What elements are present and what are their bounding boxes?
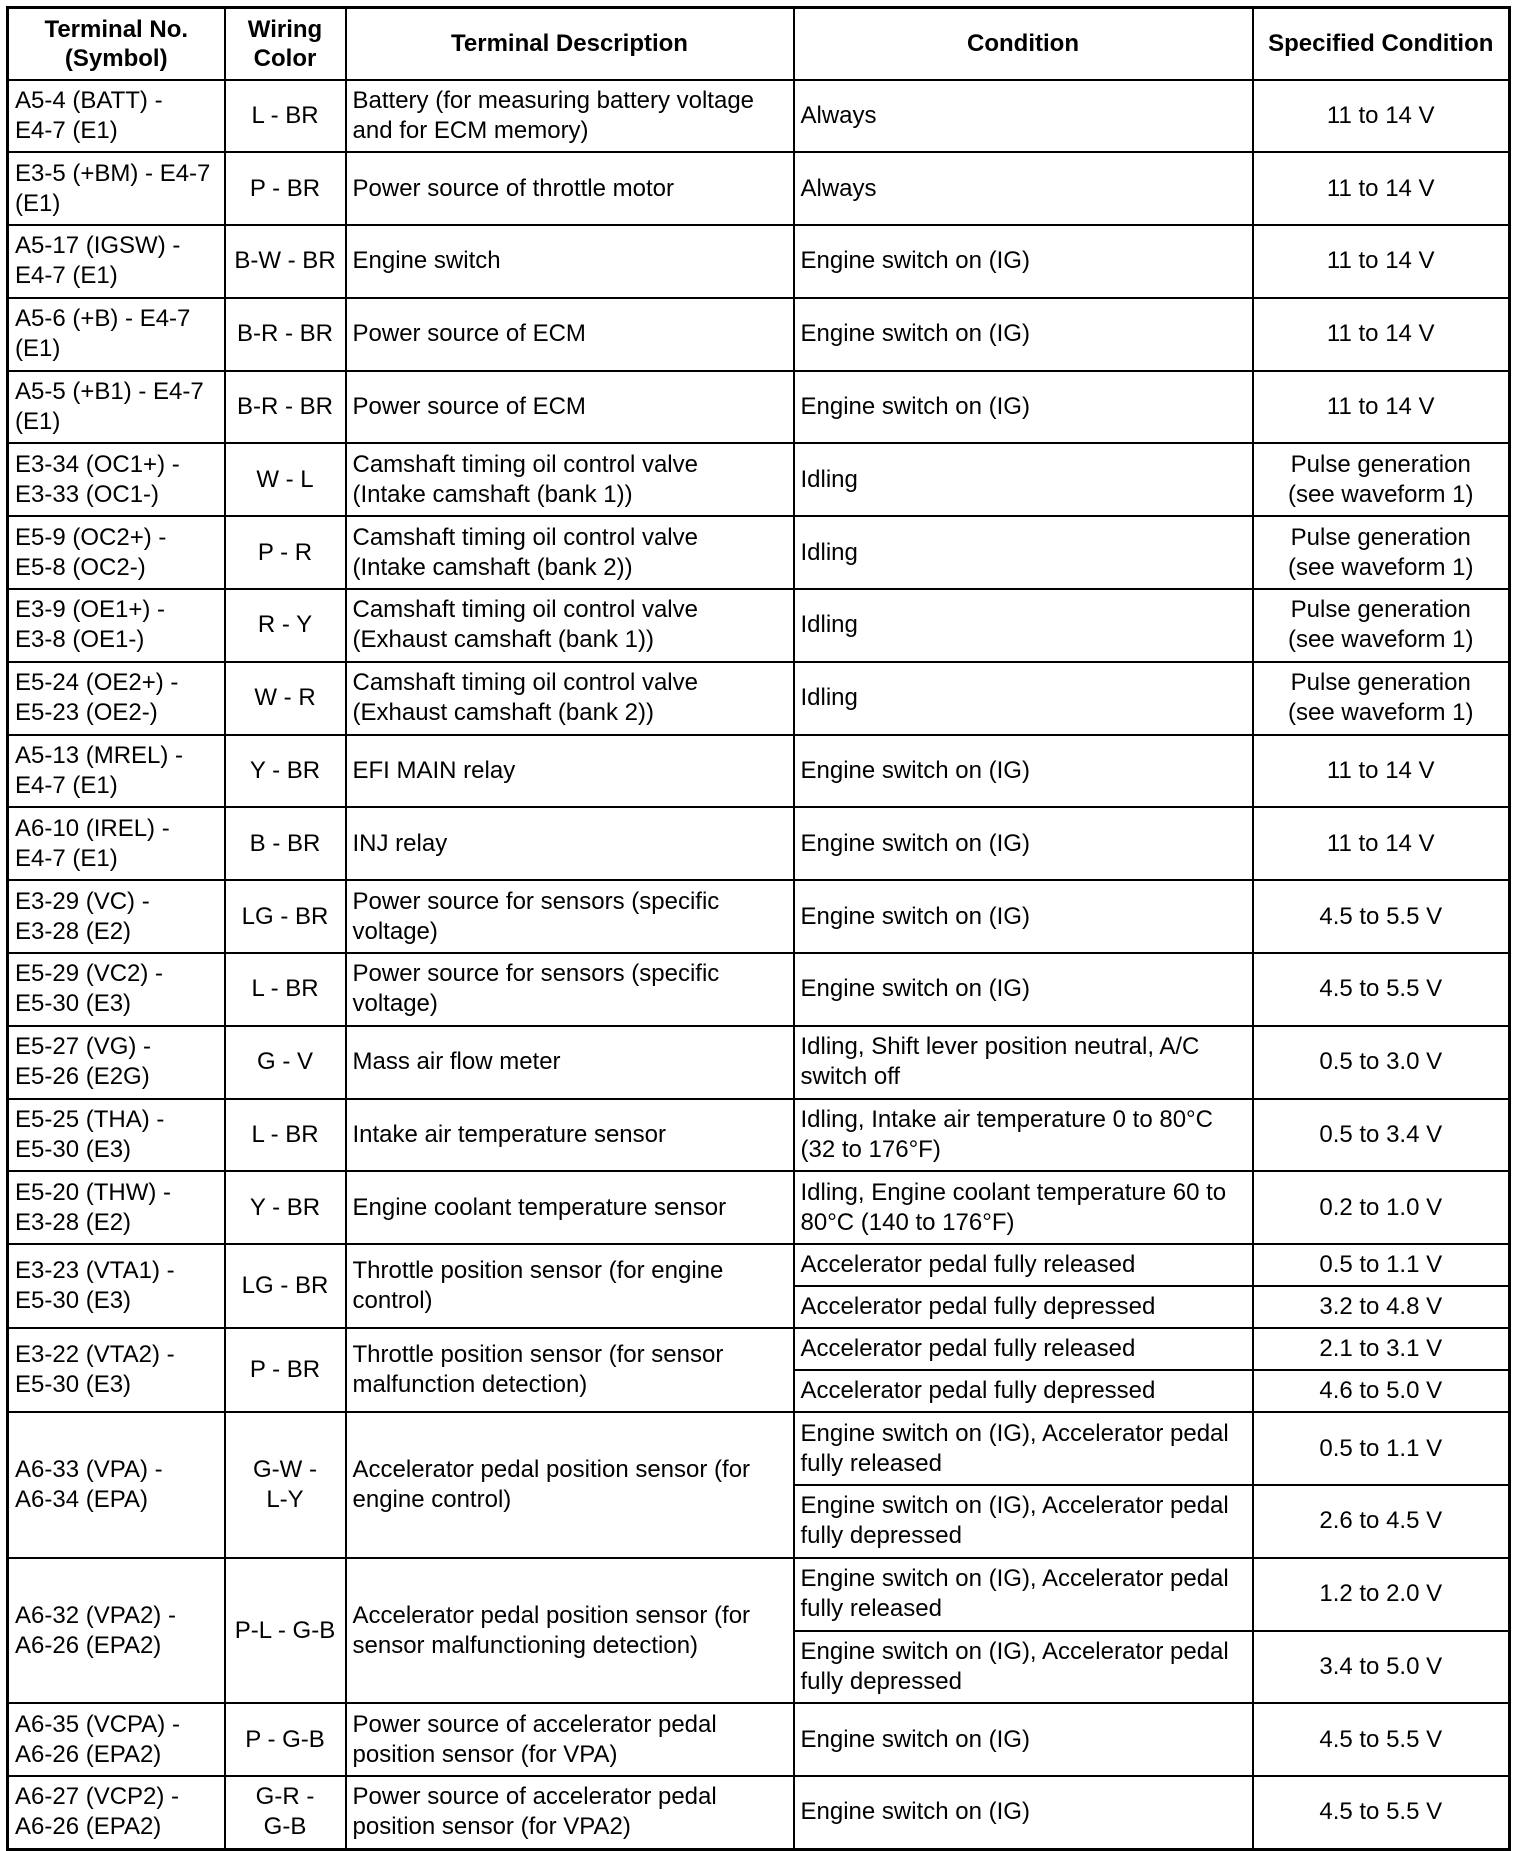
header-specified-condition: Specified Condition — [1253, 8, 1510, 80]
description-cell: Power source for sensors (specific voltage) — [346, 953, 794, 1026]
terminal-cell: A5-4 (BATT) - E4-7 (E1) — [8, 80, 225, 153]
condition-cell: Idling — [794, 443, 1253, 516]
table-row — [8, 1703, 1510, 1776]
terminal-cell: A5-17 (IGSW) - E4-7 (E1) — [8, 225, 225, 298]
table-row — [8, 1244, 1510, 1286]
condition-cell: Engine switch on (IG) — [794, 807, 1253, 880]
terminal-cell: A6-33 (VPA) - A6-34 (EPA) — [8, 1412, 225, 1558]
table-row — [8, 735, 1510, 808]
wiring-color-cell: Y - BR — [225, 1171, 346, 1244]
description-cell: Battery (for measuring battery voltage and for ECM memory) — [346, 80, 794, 153]
specified-condition-cell: 11 to 14 V — [1253, 735, 1510, 808]
header-row — [8, 8, 1510, 80]
wiring-color-cell: L - BR — [225, 80, 346, 153]
condition-cell: Idling, Engine coolant temperature 60 to 80°C (140 to 176°F) — [794, 1171, 1253, 1244]
condition-cell: Engine switch on (IG) — [794, 1776, 1253, 1849]
table-row — [8, 1412, 1510, 1485]
description-cell: Power source of ECM — [346, 371, 794, 444]
description-cell: Camshaft timing oil control valve (Exhaust camshaft (bank 2)) — [346, 662, 794, 735]
condition-cell: Engine switch on (IG) — [794, 735, 1253, 808]
header-condition: Condition — [794, 8, 1253, 80]
description-cell: EFI MAIN relay — [346, 735, 794, 808]
description-cell: Camshaft timing oil control valve (Intake camshaft (bank 1)) — [346, 443, 794, 516]
specified-condition-cell: 3.4 to 5.0 V — [1253, 1631, 1510, 1704]
specified-condition-cell: 4.5 to 5.5 V — [1253, 880, 1510, 953]
specified-condition-cell: 11 to 14 V — [1253, 298, 1510, 371]
specified-condition-cell: 1.2 to 2.0 V — [1253, 1558, 1510, 1631]
table-row — [8, 1328, 1510, 1370]
specified-condition-cell: Pulse generation (see waveform 1) — [1253, 589, 1510, 662]
specified-condition-cell: 0.5 to 3.0 V — [1253, 1026, 1510, 1099]
terminal-cell: A5-13 (MREL) - E4-7 (E1) — [8, 735, 225, 808]
wiring-color-cell: P-L - G-B — [225, 1558, 346, 1704]
description-cell: Power source of throttle motor — [346, 152, 794, 225]
specified-condition-cell: 2.6 to 4.5 V — [1253, 1485, 1510, 1558]
table-row — [8, 1026, 1510, 1099]
terminal-cell: A5-6 (+B) - E4-7 (E1) — [8, 298, 225, 371]
specified-condition-cell: Pulse generation (see waveform 1) — [1253, 662, 1510, 735]
specified-condition-cell: 0.5 to 1.1 V — [1253, 1412, 1510, 1485]
specified-condition-cell: 11 to 14 V — [1253, 225, 1510, 298]
condition-cell: Engine switch on (IG) — [794, 371, 1253, 444]
terminal-cell: A6-27 (VCP2) - A6-26 (EPA2) — [8, 1776, 225, 1849]
description-cell: Mass air flow meter — [346, 1026, 794, 1099]
condition-cell: Engine switch on (IG) — [794, 953, 1253, 1026]
table-row — [8, 80, 1510, 153]
specified-condition-cell: 11 to 14 V — [1253, 371, 1510, 444]
terminal-cell: E5-25 (THA) - E5-30 (E3) — [8, 1099, 225, 1172]
table-row — [8, 1171, 1510, 1244]
terminal-cell: E5-20 (THW) - E3-28 (E2) — [8, 1171, 225, 1244]
condition-cell: Idling, Intake air temperature 0 to 80°C (32 to 176°F) — [794, 1099, 1253, 1172]
terminal-cell: E5-24 (OE2+) - E5-23 (OE2-) — [8, 662, 225, 735]
description-cell: Accelerator pedal position sensor (for engine control) — [346, 1412, 794, 1558]
specified-condition-cell: 4.5 to 5.5 V — [1253, 1776, 1510, 1849]
condition-cell: Engine switch on (IG) — [794, 880, 1253, 953]
condition-cell: Engine switch on (IG), Accelerator pedal fully released — [794, 1558, 1253, 1631]
specified-condition-cell: 0.2 to 1.0 V — [1253, 1171, 1510, 1244]
description-cell: Accelerator pedal position sensor (for sensor malfunctioning detection) — [346, 1558, 794, 1704]
table-row — [8, 953, 1510, 1026]
wiring-color-cell: LG - BR — [225, 1244, 346, 1328]
ecm-terminal-table — [6, 6, 1511, 1851]
terminal-cell: A6-10 (IREL) - E4-7 (E1) — [8, 807, 225, 880]
condition-cell: Accelerator pedal fully released — [794, 1328, 1253, 1370]
description-cell: Power source of accelerator pedal position sensor (for VPA) — [346, 1703, 794, 1776]
terminal-cell: E5-29 (VC2) - E5-30 (E3) — [8, 953, 225, 1026]
terminal-cell: E3-9 (OE1+) - E3-8 (OE1-) — [8, 589, 225, 662]
table-row — [8, 152, 1510, 225]
table-row — [8, 371, 1510, 444]
condition-cell: Idling — [794, 589, 1253, 662]
description-cell: Power source for sensors (specific voltage) — [346, 880, 794, 953]
table-row — [8, 225, 1510, 298]
description-cell: Throttle position sensor (for engine control) — [346, 1244, 794, 1328]
specified-condition-cell: 0.5 to 3.4 V — [1253, 1099, 1510, 1172]
specified-condition-cell: 3.2 to 4.8 V — [1253, 1286, 1510, 1328]
terminal-cell: E3-29 (VC) - E3-28 (E2) — [8, 880, 225, 953]
description-cell: Power source of ECM — [346, 298, 794, 371]
specified-condition-cell: Pulse generation (see waveform 1) — [1253, 443, 1510, 516]
condition-cell: Always — [794, 152, 1253, 225]
description-cell: INJ relay — [346, 807, 794, 880]
wiring-color-cell: B-R - BR — [225, 371, 346, 444]
specified-condition-cell: 4.5 to 5.5 V — [1253, 953, 1510, 1026]
wiring-color-cell: R - Y — [225, 589, 346, 662]
table-row — [8, 1776, 1510, 1849]
terminal-cell: E3-5 (+BM) - E4-7 (E1) — [8, 152, 225, 225]
wiring-color-cell: W - R — [225, 662, 346, 735]
table-row — [8, 443, 1510, 516]
header-terminal-no: Terminal No. (Symbol) — [8, 8, 225, 80]
description-cell: Throttle position sensor (for sensor malfunction detection) — [346, 1328, 794, 1412]
table-row — [8, 807, 1510, 880]
wiring-color-cell: B-W - BR — [225, 225, 346, 298]
condition-cell: Accelerator pedal fully depressed — [794, 1286, 1253, 1328]
terminal-cell: A5-5 (+B1) - E4-7 (E1) — [8, 371, 225, 444]
condition-cell: Engine switch on (IG), Accelerator pedal fully released — [794, 1412, 1253, 1485]
header-wiring-color: Wiring Color — [225, 8, 346, 80]
description-cell: Engine switch — [346, 225, 794, 298]
condition-cell: Idling — [794, 662, 1253, 735]
table-row — [8, 1558, 1510, 1631]
table-row — [8, 880, 1510, 953]
header-terminal-description: Terminal Description — [346, 8, 794, 80]
wiring-color-cell: B-R - BR — [225, 298, 346, 371]
condition-cell: Accelerator pedal fully released — [794, 1244, 1253, 1286]
specified-condition-cell: 2.1 to 3.1 V — [1253, 1328, 1510, 1370]
wiring-color-cell: P - G-B — [225, 1703, 346, 1776]
terminal-cell: E5-9 (OC2+) - E5-8 (OC2-) — [8, 516, 225, 589]
specified-condition-cell: 4.5 to 5.5 V — [1253, 1703, 1510, 1776]
description-cell: Power source of accelerator pedal position sensor (for VPA2) — [346, 1776, 794, 1849]
description-cell: Camshaft timing oil control valve (Exhaust camshaft (bank 1)) — [346, 589, 794, 662]
specified-condition-cell: 0.5 to 1.1 V — [1253, 1244, 1510, 1286]
terminal-cell: E3-22 (VTA2) - E5-30 (E3) — [8, 1328, 225, 1412]
table-row — [8, 589, 1510, 662]
condition-cell: Engine switch on (IG), Accelerator pedal fully depressed — [794, 1631, 1253, 1704]
wiring-color-cell: G-W - L-Y — [225, 1412, 346, 1558]
terminal-cell: E3-34 (OC1+) - E3-33 (OC1-) — [8, 443, 225, 516]
description-cell: Engine coolant temperature sensor — [346, 1171, 794, 1244]
terminal-cell: A6-35 (VCPA) - A6-26 (EPA2) — [8, 1703, 225, 1776]
description-cell: Camshaft timing oil control valve (Intake camshaft (bank 2)) — [346, 516, 794, 589]
terminal-cell: E5-27 (VG) - E5-26 (E2G) — [8, 1026, 225, 1099]
table-row — [8, 298, 1510, 371]
specified-condition-cell: 11 to 14 V — [1253, 152, 1510, 225]
wiring-color-cell: P - BR — [225, 1328, 346, 1412]
table-row — [8, 662, 1510, 735]
specified-condition-cell: Pulse generation (see waveform 1) — [1253, 516, 1510, 589]
wiring-color-cell: P - BR — [225, 152, 346, 225]
terminal-cell: A6-32 (VPA2) - A6-26 (EPA2) — [8, 1558, 225, 1704]
wiring-color-cell: G - V — [225, 1026, 346, 1099]
wiring-color-cell: W - L — [225, 443, 346, 516]
table-row — [8, 1099, 1510, 1172]
condition-cell: Engine switch on (IG) — [794, 1703, 1253, 1776]
specified-condition-cell: 11 to 14 V — [1253, 807, 1510, 880]
condition-cell: Accelerator pedal fully depressed — [794, 1370, 1253, 1412]
wiring-color-cell: Y - BR — [225, 735, 346, 808]
wiring-color-cell: G-R - G-B — [225, 1776, 346, 1849]
condition-cell: Idling — [794, 516, 1253, 589]
table-body — [8, 80, 1510, 1850]
condition-cell: Engine switch on (IG) — [794, 298, 1253, 371]
wiring-color-cell: L - BR — [225, 953, 346, 1026]
terminal-cell: E3-23 (VTA1) - E5-30 (E3) — [8, 1244, 225, 1328]
condition-cell: Always — [794, 80, 1253, 153]
specified-condition-cell: 4.6 to 5.0 V — [1253, 1370, 1510, 1412]
condition-cell: Engine switch on (IG) — [794, 225, 1253, 298]
wiring-color-cell: L - BR — [225, 1099, 346, 1172]
condition-cell: Engine switch on (IG), Accelerator pedal fully depressed — [794, 1485, 1253, 1558]
condition-cell: Idling, Shift lever position neutral, A/C switch off — [794, 1026, 1253, 1099]
wiring-color-cell: LG - BR — [225, 880, 346, 953]
table-row — [8, 516, 1510, 589]
wiring-color-cell: P - R — [225, 516, 346, 589]
wiring-color-cell: B - BR — [225, 807, 346, 880]
description-cell: Intake air temperature sensor — [346, 1099, 794, 1172]
specified-condition-cell: 11 to 14 V — [1253, 80, 1510, 153]
